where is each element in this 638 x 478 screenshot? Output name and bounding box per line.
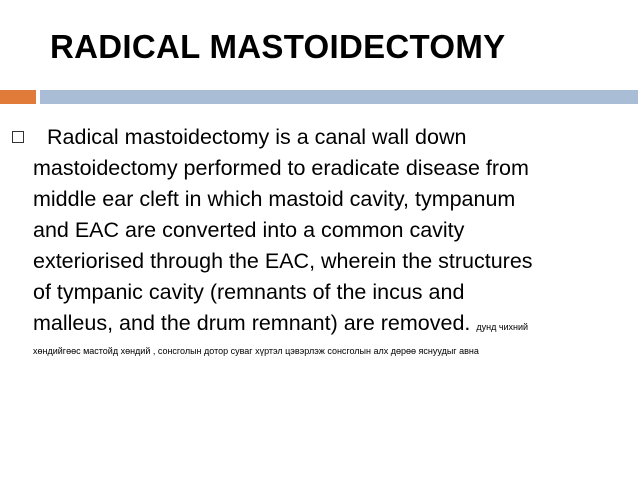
bullet-paragraph — [33, 122, 633, 359]
paragraph-line: middle ear cleft in which mastoid cavity, tympanum — [33, 187, 516, 211]
accent-bar-blue — [40, 90, 638, 104]
paragraph-line: exteriorised through the EAC, wherein the structures — [33, 249, 533, 273]
square-bullet-icon — [12, 131, 24, 143]
mongolian-note-inline: дунд чихний — [476, 322, 529, 332]
slide-title: RADICAL MASTOIDECTOMY — [50, 28, 506, 65]
paragraph-line: Radical mastoidectomy is a canal wall down — [47, 125, 467, 149]
paragraph-line: and EAC are converted into a common cavity — [33, 218, 465, 242]
mongolian-note-line: хөндийгөөс мастойд хөндий , сонсголын дотор суваг хүртэл цэвэрлэж сонсголын алх дөрөө яснуудыг авна — [33, 346, 479, 356]
paragraph-line: of tympanic cavity (remnants of the incus and — [33, 280, 465, 304]
accent-bar-orange — [0, 90, 36, 104]
paragraph-line-text: malleus, and the drum remnant) are removed. — [33, 311, 471, 335]
paragraph-line: mastoidectomy performed to eradicate disease from — [33, 156, 529, 180]
paragraph-line-last — [33, 308, 633, 343]
